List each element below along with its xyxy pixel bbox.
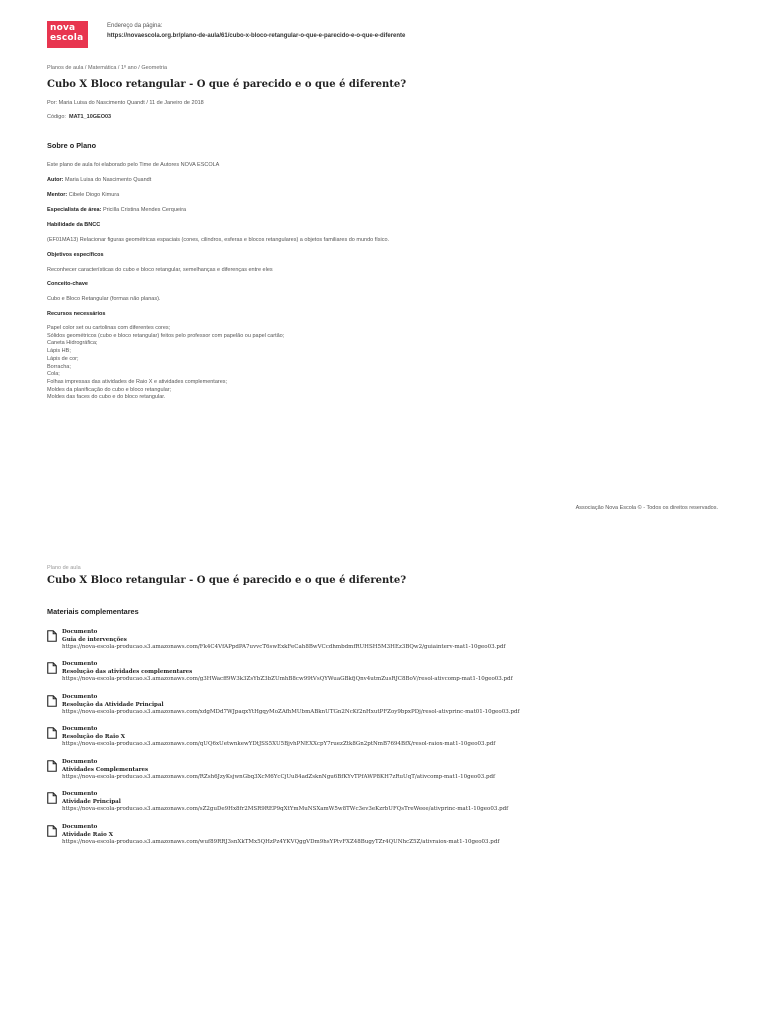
material-item[interactable] [47,824,727,854]
material-type: Documento [62,694,98,700]
code-value: MAT1_10GEO03 [69,114,112,120]
material-text [62,824,499,847]
mentor-value: Cibele Diogo Kimura [68,192,120,198]
document-icon [47,760,57,772]
recursos-list [47,325,284,402]
list-item: Papel color set ou cartolinas com diferentes cores; [47,325,171,331]
nova-escola-logo [47,21,88,48]
document-icon [47,727,57,739]
conceito-value: Cubo e Bloco Retangular (formas não planas). [47,296,161,302]
material-item[interactable] [47,791,727,821]
logo-line1: nova [50,23,76,33]
material-item[interactable] [47,726,727,756]
material-url[interactable]: https://nova-escola-producao.s3.amazonaws.com/RZsh6JzyKsjwnGbq3XcM6YcCjUu84adZsknNgu6BfKYvTPfAWP8KH7zRuUqT/ativcomp-mat1-10geo03.pdf [62,774,496,780]
material-name: Atividade Principal [62,798,121,805]
document-icon [47,630,57,642]
address-url[interactable]: https://novaescola.org.br/plano-de-aula/61/cubo-x-bloco-retangular-o-que-e-parecido-e-o-que-e-diferente [107,33,406,39]
copyright-notice: Associação Nova Escola © - Todos os direitos reservados. [575,505,718,511]
autor-value: Maria Luisa do Nascimento Quandt [65,177,152,183]
material-type: Documento [62,791,98,797]
material-type: Documento [62,661,98,667]
intro-text: Este plano de aula foi elaborado pelo Time de Autores NOVA ESCOLA [47,162,220,168]
material-text [62,694,520,717]
document-icon [47,695,57,707]
material-url[interactable]: https://nova-escola-producao.s3.amazonaws.com/g3HWacff9W3k3ZsYbZ3bZUmhB8cw99tVsQYWuaGBkfjQnv4utmZusRJC8BoV/resol-ativcomp-mat1-10geo03.pdf [62,676,513,682]
material-name: Resolução das atividades complementares [62,668,193,675]
material-name: Atividades Complementares [62,766,149,773]
mentor-line [47,191,119,199]
material-url[interactable]: https://nova-escola-producao.s3.amazonaws.com/sZ2guDe9Hx8fr2MSR9REP9qXtYmMuNSXamW5w8TWc3ev3eKzrbUFQsTreWeee/ativprinc-mat1-10geo03.pdf [62,806,509,812]
material-name: Resolução do Raio X [62,733,126,740]
material-type: Documento [62,759,98,765]
recursos-label: Recursos necessários [47,311,106,317]
material-name: Guia de intervenções [62,636,127,643]
document-icon [47,662,57,674]
page-address [107,21,405,41]
especialista-line [47,206,186,214]
material-type: Documento [62,726,98,732]
material-name: Atividade Raio X [62,831,113,838]
section-title-materiais: Materiais complementares [47,607,139,616]
list-item: Lápis HB; [47,348,71,355]
page2-label: Plano de aula [47,565,81,571]
list-item: Cola; [47,371,60,378]
section-title-sobre: Sobre o Plano [47,141,97,150]
list-item: Folhas impressas das atividades de Raio X e atividades complementares; [47,378,228,385]
page-title: Cubo X Bloco retangular - O que é parecido e o que é diferente? [47,79,407,90]
material-text [62,661,513,684]
material-url[interactable]: https://nova-escola-producao.s3.amazonaws.com/qUQ6xUetwnkewYDtJSS5XU5BjvhPNEXXcpY7ruezZtk8Gn2ptNmB7694BfX/resol-raiox-mat1-10geo03.pdf [62,741,496,747]
autor-line [47,176,151,184]
material-item[interactable] [47,694,727,724]
mentor-label: Mentor: [47,192,68,198]
list-item: Moldes da planificação do cubo e bloco retangular; [47,386,172,393]
material-item[interactable] [47,629,727,659]
list-item: Moldes das faces do cubo e do bloco retangular. [47,394,166,401]
bncc-value: (EF01MA13) Relacionar figuras geométricas espaciais (cones, cilindros, esferas e blocos retangulares) a objetos familiares do mundo físico. [47,237,390,243]
document-icon [47,792,57,804]
address-label: Endereço da página: [107,23,163,29]
material-text [62,629,505,652]
material-url[interactable]: https://nova-escola-producao.s3.amazonaws.com/wuf89RRJ3snXkTMx5QHzPz4YKVQggVDm9hsYPtvFXZ48BugyTZr4QUNhcZ5Z/ativraiox-mat1-10geo03.pdf [62,839,500,845]
list-item: Lápis de cor; [47,355,79,362]
objetivos-label: Objetivos específicos [47,252,104,258]
material-text [62,791,508,814]
list-item: Sólidos geométricos (cubo e bloco retangular) feitos pelo professor com papelão ou papel cartão; [47,332,285,339]
material-type: Documento [62,629,98,635]
bncc-label: Habilidade da BNCC [47,222,101,228]
material-item[interactable] [47,759,727,789]
material-type: Documento [62,824,98,830]
logo-line2: escola [50,32,84,43]
material-text [62,726,495,749]
autor-label: Autor: [47,177,64,183]
byline: Por: Maria Luisa do Nascimento Quandt / 11 de Janeiro de 2018 [47,100,204,106]
especialista-label: Especialista de área: [47,207,102,213]
plan-code [47,114,111,120]
list-item: Caneta Hidrográfica; [47,340,98,347]
material-name: Resolução da Atividade Principal [62,701,164,708]
code-label: Código: [47,114,66,120]
material-url[interactable]: https://nova-escola-producao.s3.amazonaws.com/Fk4C4VfAPpdPA7uvvcT6swExkFeCah8BwVCcdhmbdmfRUHSH5M3HEz3BQw2/guiainterv-mat1-10geo03.pdf [62,644,506,650]
page2-title: Cubo X Bloco retangular - O que é parecido e o que é diferente? [47,575,407,586]
material-text [62,759,495,782]
document-icon [47,825,57,837]
conceito-label: Conceito-chave [47,281,88,287]
material-url[interactable]: https://nova-escola-producao.s3.amazonaws.com/xdgMDd7WJpaqxYtHgqyMoZAfhMUbmABknUTGn2NcKf2nHxutPFZoy9bpxPDj/resol-ativprinc-mat01-10geo03.pdf [62,709,520,715]
list-item: Borracha; [47,363,71,370]
especialista-value: Pricilla Cristina Mendes Cerqueira [102,207,187,213]
breadcrumb: Planos de aula / Matemática / 1º ano / Geometria [47,65,168,71]
material-item[interactable] [47,661,727,691]
objetivos-value: Reconhecer características do cubo e bloco retangular, semelhanças e diferenças entre eles [47,267,273,273]
